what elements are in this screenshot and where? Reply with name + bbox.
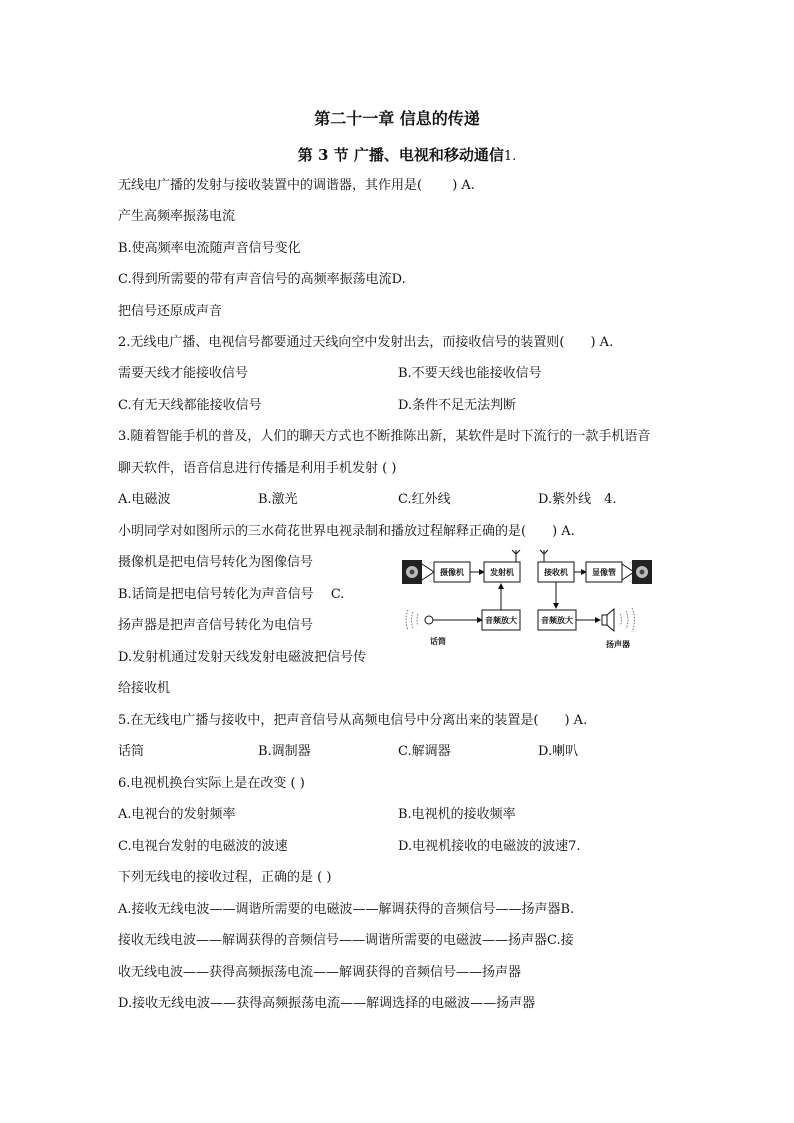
q7-option-a: A.接收无线电波——调谐所需要的电磁波——解调获得的音频信号——扬声器B. [118,902,575,917]
q6-option-d: D.电视机接收的电磁波的波速7. [398,839,581,854]
q4-option-d-line1: D.发射机通过发射天线发射电磁波把信号传 [118,650,367,665]
q2-option-b: B.不要天线也能接收信号 [398,366,542,381]
microphone-label: 话筒 [430,637,446,646]
speaker-icon [602,609,614,631]
camera-lens-icon [422,564,434,580]
section-title [10,144,794,165]
q5-stem: 5.在无线电广播与接收中，把声音信号从高频电信号中分离出来的装置是( ) A. [118,713,588,728]
sound-waves-left-icon [406,610,418,630]
flower-image-left-icon [402,560,422,584]
q5-option-b: B.调制器 [258,744,311,759]
q4-option-b: B.话筒是把电信号转化为声音信号 C. [118,587,345,602]
q7-option-d: D.接收无线电波——获得高频振荡电流——解调选择的电磁波——扬声器 [118,996,536,1011]
q4-option-d-line2: 给接收机 [118,681,171,696]
microphone-icon [425,616,433,624]
chapter-title: 第二十一章 信息的传递 [314,109,480,128]
q7-option-c: 收无线电波——获得高频振荡电流——解调获得的音频信号——扬声器 [118,965,522,980]
audio-amp-left-label: 音频放大 [485,616,517,625]
tv-broadcast-diagram [402,548,652,652]
q5-option-d: D.喇叭 [538,744,579,759]
q1-option-c: C.得到所需要的带有声音信号的高频率振荡电流D. [118,272,406,287]
q6-stem: 6.电视机换台实际上是在改变 ( ) [118,776,305,791]
q1-stem: 无线电广播的发射与接收装置中的调谐器，其作用是( ) A. [118,178,475,193]
q7-stem: 下列无线电的接收过程，正确的是 ( ) [118,870,332,885]
q3-option-b: B.激光 [258,492,298,507]
q1-option-d: 把信号还原成声音 [118,304,223,319]
section-title-text: 第 3 节 广播、电视和移动通信 [297,146,504,164]
q3-stem-line1: 3.随着智能手机的普及，人们的聊天方式也不断推陈出新，某软件是时下流行的一款手机语音 [118,429,651,444]
q3-option-d: D.紫外线 4. [538,492,617,507]
sound-waves-right-icon [620,608,635,632]
receiver-label: 接收机 [544,568,568,577]
q5-option-c: C.解调器 [398,744,451,759]
section-number: 1. [503,149,517,164]
transmitter-label: 发射机 [490,568,514,577]
q2-stem: 2.无线电广播、电视信号都要通过天线向空中发射出去，而接收信号的装置则( ) A. [118,335,614,350]
q2-option-c: C.有无天线都能接收信号 [118,398,262,413]
q6-option-a: A.电视台的发射频率 [118,807,236,822]
q3-option-c: C.红外线 [398,492,451,507]
q4-option-c: 扬声器是把声音信号转化为电信号 [118,618,314,633]
q2-option-d: D.条件不足无法判断 [398,398,517,413]
display-tube-label: 显像管 [592,568,616,577]
audio-amp-right-label: 音频放大 [541,616,573,625]
q4-option-a: 摄像机是把电信号转化为图像信号 [118,555,314,570]
receiver-antenna-icon [540,550,548,562]
q6-option-b: B.电视机的接收频率 [398,807,516,822]
q5-option-a: 话筒 [118,744,145,759]
q6-option-c: C.电视台发射的电磁波的波速 [118,839,288,854]
q7-option-b: 接收无线电波——解调获得的音频信号——调谐所需要的电磁波——扬声器C.接 [118,933,574,948]
speaker-label: 扬声器 [606,640,630,649]
q2-option-a: 需要天线才能接收信号 [118,366,249,381]
q1-option-a: 产生高频率振荡电流 [118,209,236,224]
q3-stem-line2: 聊天软件，语音信息进行传播是利用手机发射 ( ) [118,461,397,476]
transmitter-antenna-icon [512,550,520,562]
camera-label: 摄像机 [440,568,464,577]
flower-image-right-icon [632,560,652,584]
q3-option-a: A.电磁波 [118,492,171,507]
q1-option-b: B.使高频率电流随声音信号变化 [118,241,301,256]
q4-stem: 小明同学对如图所示的三水荷花世界电视录制和播放过程解释正确的是( ) A. [118,524,575,539]
